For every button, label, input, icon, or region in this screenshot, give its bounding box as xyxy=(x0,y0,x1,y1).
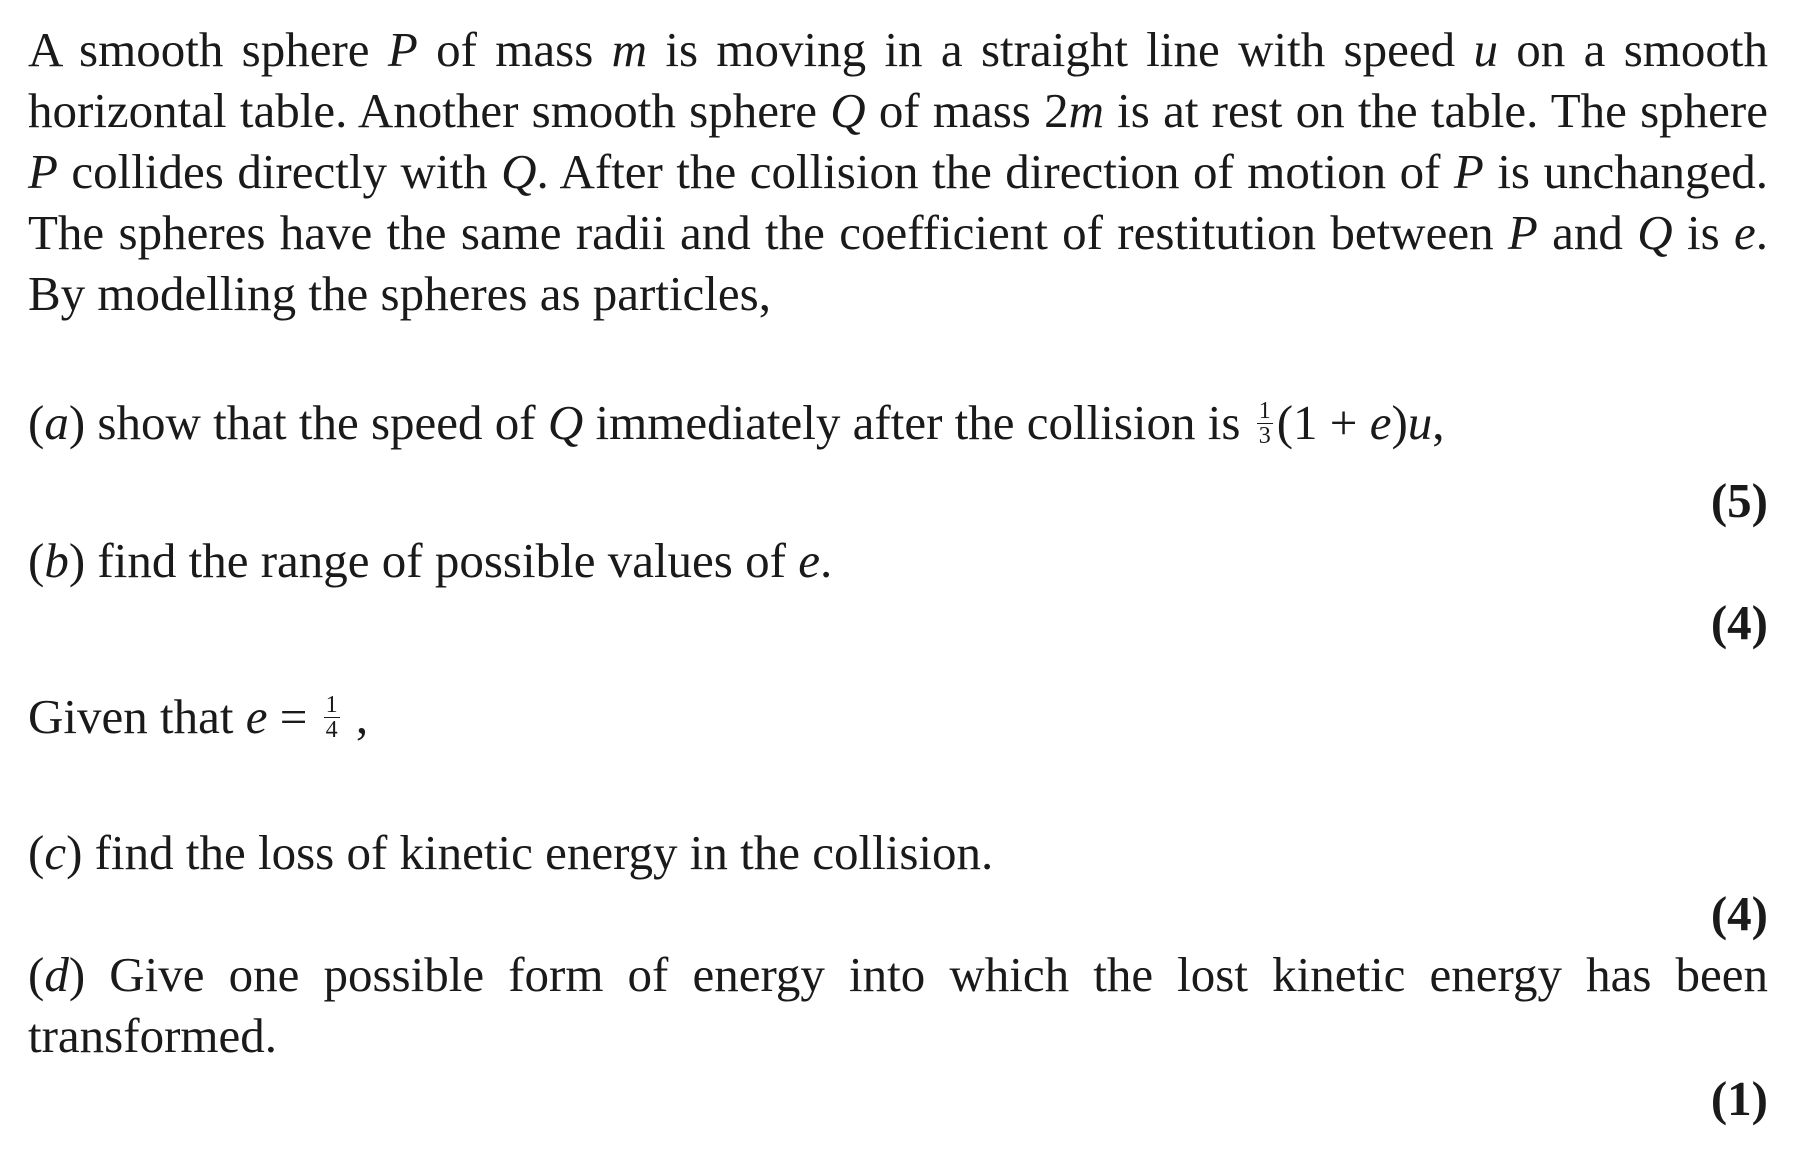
given-text: , xyxy=(343,689,369,744)
part-label-paren: ) xyxy=(68,947,86,1002)
intro-text: . By modelling the spheres as particles, xyxy=(28,205,1769,321)
part-c-text: find the loss of kinetic energy in the collision. xyxy=(82,825,994,880)
var-q: Q xyxy=(830,83,866,138)
part-a-text: immediately after the collision is xyxy=(583,395,1253,450)
marks-part-a: (5) xyxy=(1710,473,1768,528)
part-label: a xyxy=(44,395,69,450)
part-label: d xyxy=(44,947,69,1002)
var-e: e xyxy=(1734,205,1756,260)
var-p: P xyxy=(1507,205,1538,260)
intro-text: is at rest on the table. The sphere xyxy=(1103,83,1768,138)
fraction-one-quarter xyxy=(324,693,340,742)
part-a-text: , xyxy=(1432,395,1445,450)
fraction-denominator: 3 xyxy=(1258,423,1271,450)
intro-text: A smooth sphere xyxy=(28,22,388,77)
given-text: = xyxy=(267,689,320,744)
var-u: u xyxy=(1473,22,1498,77)
intro-text: . After the collision the direction of motion of xyxy=(536,144,1454,199)
part-label-paren: ( xyxy=(28,825,45,880)
intro-text: collides directly with xyxy=(57,144,502,199)
intro-text: is moving in a straight line with speed xyxy=(647,22,1474,77)
var-m: m xyxy=(1068,83,1104,138)
part-b xyxy=(28,530,832,591)
intro-text: on a smooth horizontal table. Another smooth sphere xyxy=(28,22,1769,138)
var-e: e xyxy=(798,533,820,588)
intro-text: is xyxy=(1672,205,1735,260)
intro-text: is unchanged. The spheres have the same radii and the coefficient of restitution between xyxy=(28,144,1768,260)
part-a xyxy=(28,392,1445,453)
fraction-numerator: 1 xyxy=(325,692,338,719)
part-label-paren: ) xyxy=(66,825,83,880)
part-label-paren: ( xyxy=(28,947,45,1002)
marks-part-c: (4) xyxy=(1710,886,1768,941)
var-p: P xyxy=(387,22,418,77)
part-label-paren: ) xyxy=(68,395,86,450)
var-u: u xyxy=(1407,395,1433,450)
part-label-paren: ) xyxy=(68,533,86,588)
var-q: Q xyxy=(1637,205,1673,260)
question-intro xyxy=(28,19,1768,324)
var-q: Q xyxy=(501,144,537,199)
given-condition xyxy=(28,686,368,747)
part-c xyxy=(28,822,993,883)
fraction-denominator: 4 xyxy=(325,717,338,744)
fraction-one-third xyxy=(1257,399,1273,448)
part-d-continued: transformed. xyxy=(28,1008,277,1063)
intro-text: of mass 2 xyxy=(865,83,1069,138)
part-label: b xyxy=(44,533,69,588)
part-d-text: Give one possible form of energy into which the lost kinetic energy has been xyxy=(85,947,1768,1002)
part-b-text: . xyxy=(819,533,833,588)
intro-text: and xyxy=(1537,205,1638,260)
part-b-text: find the range of possible values of xyxy=(85,533,799,588)
part-a-text: ) xyxy=(1391,395,1408,450)
part-d xyxy=(28,944,1768,1005)
marks-part-d: (1) xyxy=(1710,1071,1768,1126)
part-label: c xyxy=(44,825,67,880)
given-text: Given that xyxy=(28,689,246,744)
var-q: Q xyxy=(547,395,584,450)
intro-text: of mass xyxy=(417,22,612,77)
var-p: P xyxy=(1453,144,1484,199)
part-label-paren: ( xyxy=(28,395,45,450)
part-a-text: show that the speed of xyxy=(85,395,548,450)
var-e: e xyxy=(1369,395,1392,450)
var-e: e xyxy=(245,689,268,744)
part-label-paren: ( xyxy=(28,533,45,588)
marks-part-b: (4) xyxy=(1710,595,1768,650)
var-p: P xyxy=(28,144,58,199)
var-m: m xyxy=(611,22,648,77)
part-a-text: (1 + xyxy=(1276,395,1370,450)
fraction-numerator: 1 xyxy=(1258,398,1271,425)
